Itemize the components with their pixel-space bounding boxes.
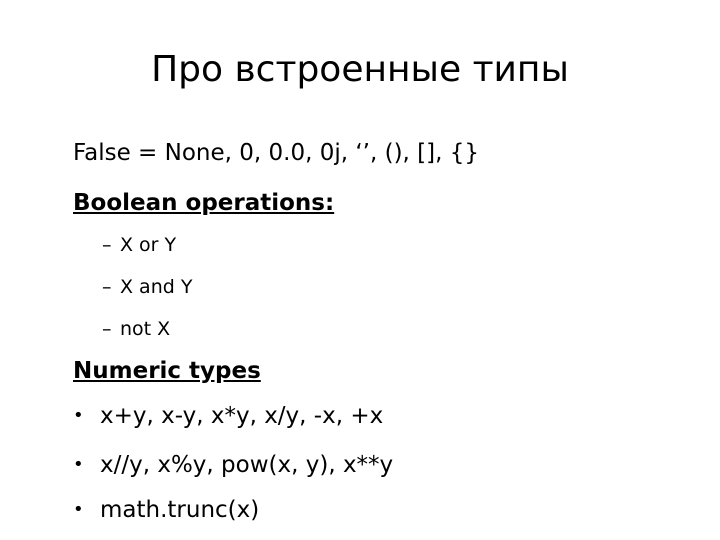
bullet-marker: • — [73, 499, 84, 520]
numeric-types-heading: Numeric types — [73, 358, 261, 384]
numeric-item — [73, 402, 383, 430]
false-values-line: False = None, 0, 0.0, 0j, ‘’, (), [], {} — [73, 140, 480, 166]
dash-marker: – — [102, 318, 112, 340]
numeric-item — [73, 496, 259, 524]
numeric-item — [73, 451, 393, 479]
boolean-operations-heading: Boolean operations: — [73, 190, 335, 216]
boolean-item — [102, 275, 192, 299]
numeric-item-text: math.trunc(x) — [100, 497, 260, 523]
slide-title: Про встроенные типы — [151, 49, 569, 90]
numeric-item-text: x//y, x%y, pow(x, y), x**y — [100, 452, 394, 478]
boolean-item — [102, 233, 176, 257]
bullet-marker: • — [73, 405, 84, 426]
dash-marker: – — [102, 276, 112, 298]
boolean-item-text: X and Y — [120, 276, 193, 298]
numeric-item-text: x+y, x-y, x*y, x/y, -x, +x — [100, 403, 384, 429]
bullet-marker: • — [73, 454, 84, 475]
dash-marker: – — [102, 234, 112, 256]
boolean-item-text: X or Y — [120, 234, 177, 256]
boolean-item — [102, 317, 170, 341]
boolean-item-text: not X — [120, 318, 171, 340]
